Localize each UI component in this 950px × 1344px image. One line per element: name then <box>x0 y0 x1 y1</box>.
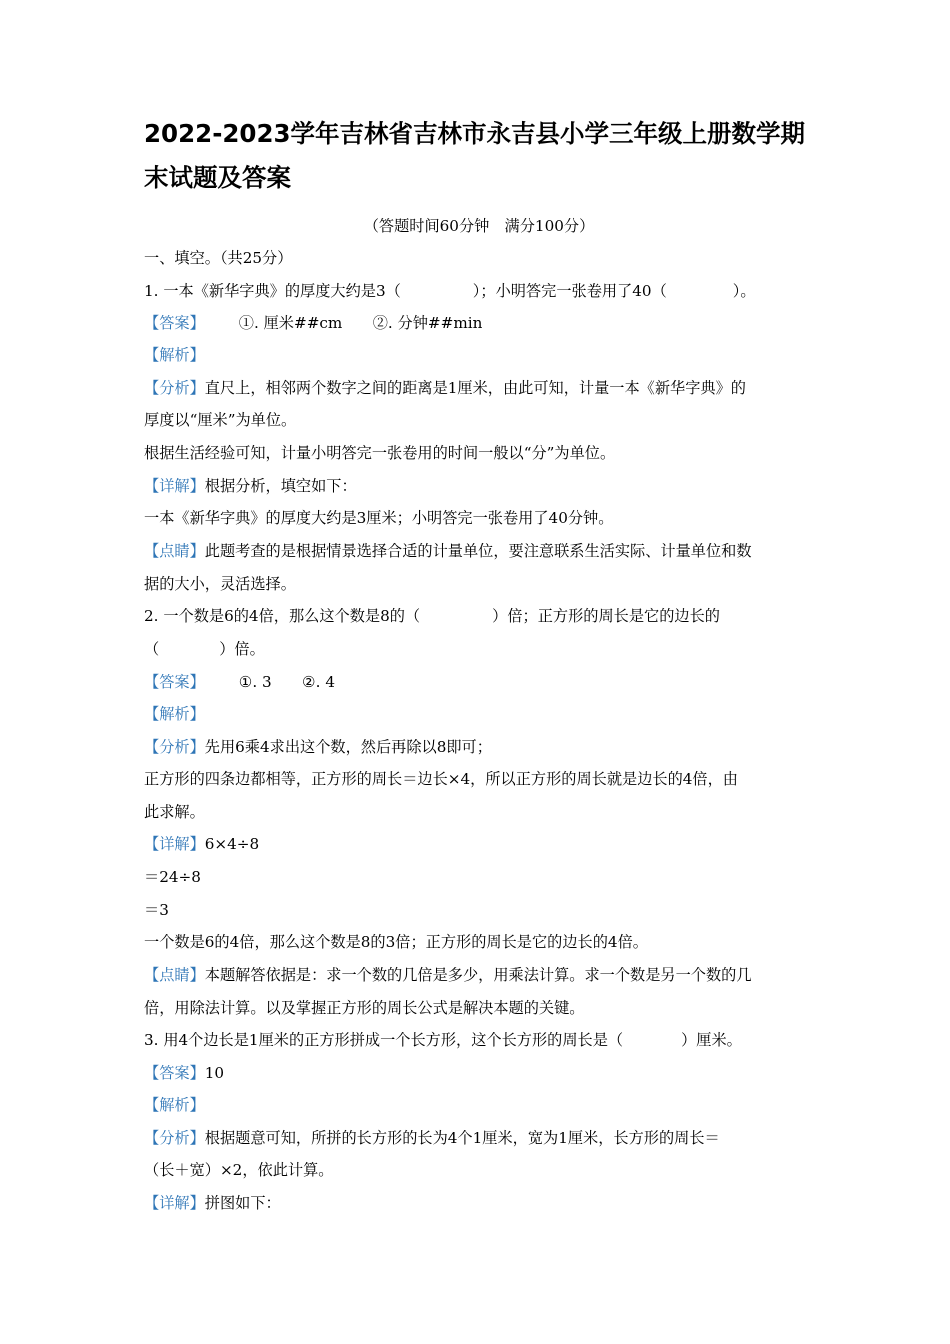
question-3-fenxi: 【分析】根据题意可知，所拼的长方形的长为4个1厘米，宽为1厘米，长方形的周长＝ <box>144 1129 720 1147</box>
question-1-stem: 1. 一本《新华字典》的厚度大约是3（ ）；小明答完一张卷用了40（ ）。 <box>144 282 756 300</box>
answer-tag: 【答案】 <box>144 314 205 332</box>
question-3-answer: 【答案】10 <box>144 1064 225 1082</box>
answer-tag: 【答案】 <box>144 673 205 691</box>
question-2-fenxi: 【分析】先用6乘4求出这个数，然后再除以8即可； <box>144 738 492 756</box>
text-line: 一本《新华字典》的厚度大约是3厘米；小明答完一张卷用了40分钟。 <box>144 509 614 527</box>
text-line: 此求解。 <box>144 803 205 821</box>
question-2-stem-cont: （ ）倍。 <box>144 640 265 658</box>
text-line: ＝3 <box>144 901 169 919</box>
question-1-comment: 【点睛】此题考查的是根据情景选择合适的计量单位，要注意联系生活实际、计量单位和数 <box>144 542 752 560</box>
question-1-answer: 【答案】 ①. 厘米##cm ②. 分钟##min <box>144 314 483 332</box>
text-line: 正方形的四条边都相等，正方形的周长＝边长×4，所以正方形的周长就是边长的4倍，由 <box>144 770 738 788</box>
analysis-tag: 【解析】 <box>144 346 205 364</box>
question-3-stem: 3. 用4个边长是1厘米的正方形拼成一个长方形，这个长方形的周长是（ ）厘米。 <box>144 1031 742 1049</box>
question-1-detail: 【详解】根据分析，填空如下： <box>144 477 357 495</box>
text-line: 倍，用除法计算。以及掌握正方形的周长公式是解决本题的关键。 <box>144 999 585 1017</box>
question-2-detail: 【详解】6×4÷8 <box>144 835 260 853</box>
question-1-fenxi: 【分析】直尺上，相邻两个数字之间的距离是1厘米，由此可知，计量一本《新华字典》的 <box>144 379 746 397</box>
text-line: 根据生活经验可知，计量小明答完一张卷用的时间一般以“分”为单位。 <box>144 444 616 462</box>
analysis-tag: 【解析】 <box>144 1096 205 1114</box>
question-3-detail: 【详解】拼图如下： <box>144 1194 281 1212</box>
question-2-answer: 【答案】 ①. 3 ②. 4 <box>144 673 335 691</box>
answer-tag: 【答案】 <box>144 1064 205 1082</box>
text-line: （长＋宽）×2，依此计算。 <box>144 1161 334 1179</box>
text-line: 厚度以“厘米”为单位。 <box>144 411 297 429</box>
exam-info: （答题时间60分钟 满分100分） <box>363 217 595 235</box>
text-line: ＝24÷8 <box>144 868 201 886</box>
question-2-comment: 【点睛】本题解答依据是：求一个数的几倍是多少，用乘法计算。求一个数是另一个数的几 <box>144 966 752 984</box>
page-title: 2022-2023学年吉林省吉林市永吉县小学三年级上册数学期末试题及答案 <box>144 119 806 192</box>
text-line: 据的大小，灵活选择。 <box>144 575 296 593</box>
section-heading: 一、填空。（共25分） <box>144 249 293 267</box>
text-line: 一个数是6的4倍，那么这个数是8的3倍；正方形的周长是它的边长的4倍。 <box>144 933 648 951</box>
analysis-tag: 【解析】 <box>144 705 205 723</box>
question-2-stem: 2. 一个数是6的4倍，那么这个数是8的（ ）倍；正方形的周长是它的边长的 <box>144 607 720 625</box>
